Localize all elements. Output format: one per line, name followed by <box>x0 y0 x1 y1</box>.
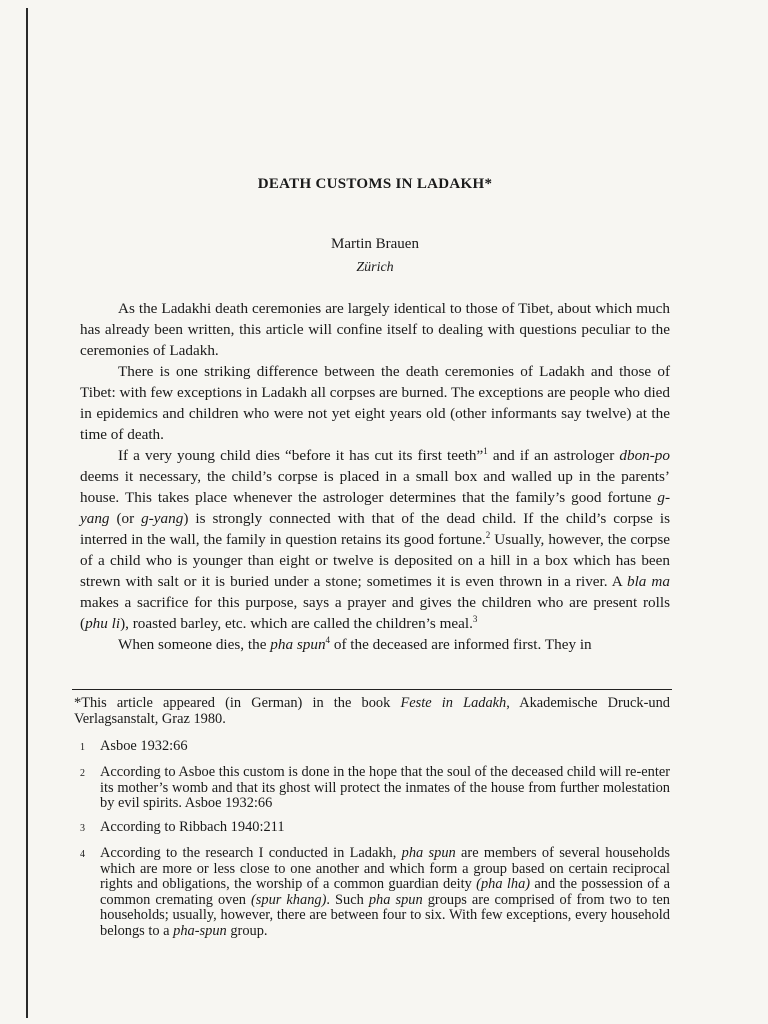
text-span: group. <box>226 922 268 939</box>
text-span: ), roasted barley, etc. which are called the children’s meal. <box>120 615 473 632</box>
text-span: . Such <box>326 891 369 908</box>
text-span: According to the research I conducted in Ladakh, <box>100 844 402 861</box>
text-span: makes a sacrifice for this purpose, says a prayer and gives the children who are present rolls ( <box>80 594 670 632</box>
text-span: *This article appeared (in German) in the book <box>74 695 401 711</box>
paragraph-4 <box>80 634 670 655</box>
term-pha-spun: pha spun <box>368 891 423 908</box>
term-bla-ma: bla ma <box>626 573 670 590</box>
footnote-number: 1 <box>80 742 85 754</box>
footnote-text: Asboe 1932:66 <box>100 738 188 755</box>
footnote-1 <box>74 739 670 757</box>
footnote-number: 4 <box>80 848 85 860</box>
footnote-ref-3: 3 <box>472 613 478 624</box>
author-affiliation: Zürich <box>356 260 394 275</box>
author-name: Martin Brauen <box>331 236 419 252</box>
footnote-divider <box>72 689 672 690</box>
text-span: deems it necessary, the child’s corpse is placed in a small box and walled up in the parents’ house. This takes place whenever the astrologer determines that the family’s good fortune <box>80 468 670 506</box>
term-pha-lha: (pha lha) <box>476 876 531 893</box>
text-span: (or <box>109 510 142 527</box>
article-body <box>80 298 670 655</box>
footnote-number: 3 <box>80 822 85 834</box>
text-span: If a very young child dies “before it has cut its first teeth” <box>118 447 484 464</box>
footnote-star <box>74 696 670 727</box>
footnote-text <box>100 846 670 940</box>
term-g-yang: g-yang <box>80 489 670 527</box>
article-title: DEATH CUSTOMS IN LADAKH* <box>257 176 493 192</box>
paragraph-1: As the Ladakhi death ceremonies are largely identical to those of Tibet, about which much has already been written, this article will confine itself to dealing with questions peculiar to the ceremonies of Ladakh. <box>80 300 670 359</box>
footnote-2 <box>74 765 670 812</box>
text-span: , Akademische Druck-und Verlagsanstalt, Graz 1980. <box>74 695 670 727</box>
footnotes-section <box>74 696 670 948</box>
text-span: and the possession of a common cremating oven <box>100 876 670 908</box>
footnote-text: According to Ribbach 1940:211 <box>100 818 285 835</box>
text-span: When someone dies, the <box>118 636 271 653</box>
text-span: Usually, however, the corpse of a child who is younger than eight or twelve is deposited on a hill in a box which has been strewn with salt or it is buried under a stone; sometimes it is even thrown in a river. A <box>80 531 670 590</box>
paragraph-2: There is one striking difference between the death ceremonies of Ladakh and those of Tibet: with few exceptions in Ladakh all corpses are burned. The exceptions are people who died in epidemics and children who were not yet eight years old (other informants say twelve) at the time of death. <box>80 363 670 443</box>
footnote-ref-1: 1 <box>483 445 488 456</box>
term-pha-spun-group: pha-spun <box>173 922 227 939</box>
term-g-yang-alt: g-yang <box>141 510 184 527</box>
footnote-ref-4: 4 <box>325 634 331 645</box>
binding-edge-line <box>26 8 28 1018</box>
text-span: groups are comprised of from two to ten households; usually, however, there are between four to six. With few exceptions, every household belongs to a <box>100 891 670 939</box>
term-pha-spun: pha spun <box>401 844 456 861</box>
text-span: are members of several households which are more or less close to one another and which form a group based on certain reciprocal rights and obligations, the worship of a common guardian deity <box>100 844 671 893</box>
book-title: Feste in Ladakh <box>400 695 507 711</box>
footnote-number: 2 <box>80 768 85 780</box>
paragraph-3 <box>80 445 670 634</box>
text-span: of the deceased are informed first. They in <box>330 636 592 653</box>
footnote-text: According to Asboe this custom is done in the hope that the soul of the deceased child will re-enter its mother’s womb and that its ghost will protect the inmates of the house from further molestation by evil spirits. Asboe 1932:66 <box>100 764 670 812</box>
footnote-3 <box>74 820 670 838</box>
term-spur-khang: (spur khang) <box>251 891 327 908</box>
text-span: and if an astrologer <box>487 447 620 464</box>
term-dbon-po: dbon-po <box>619 447 670 464</box>
footnote-ref-2: 2 <box>485 529 491 540</box>
footnote-4 <box>74 846 670 940</box>
term-phu-li: phu li <box>85 615 121 632</box>
term-pha-spun: pha spun <box>270 636 326 653</box>
text-span: ) is strongly connected with that of the dead child. If the child’s corpse is interred in the wall, the family in question retains its good fortune. <box>80 510 670 548</box>
